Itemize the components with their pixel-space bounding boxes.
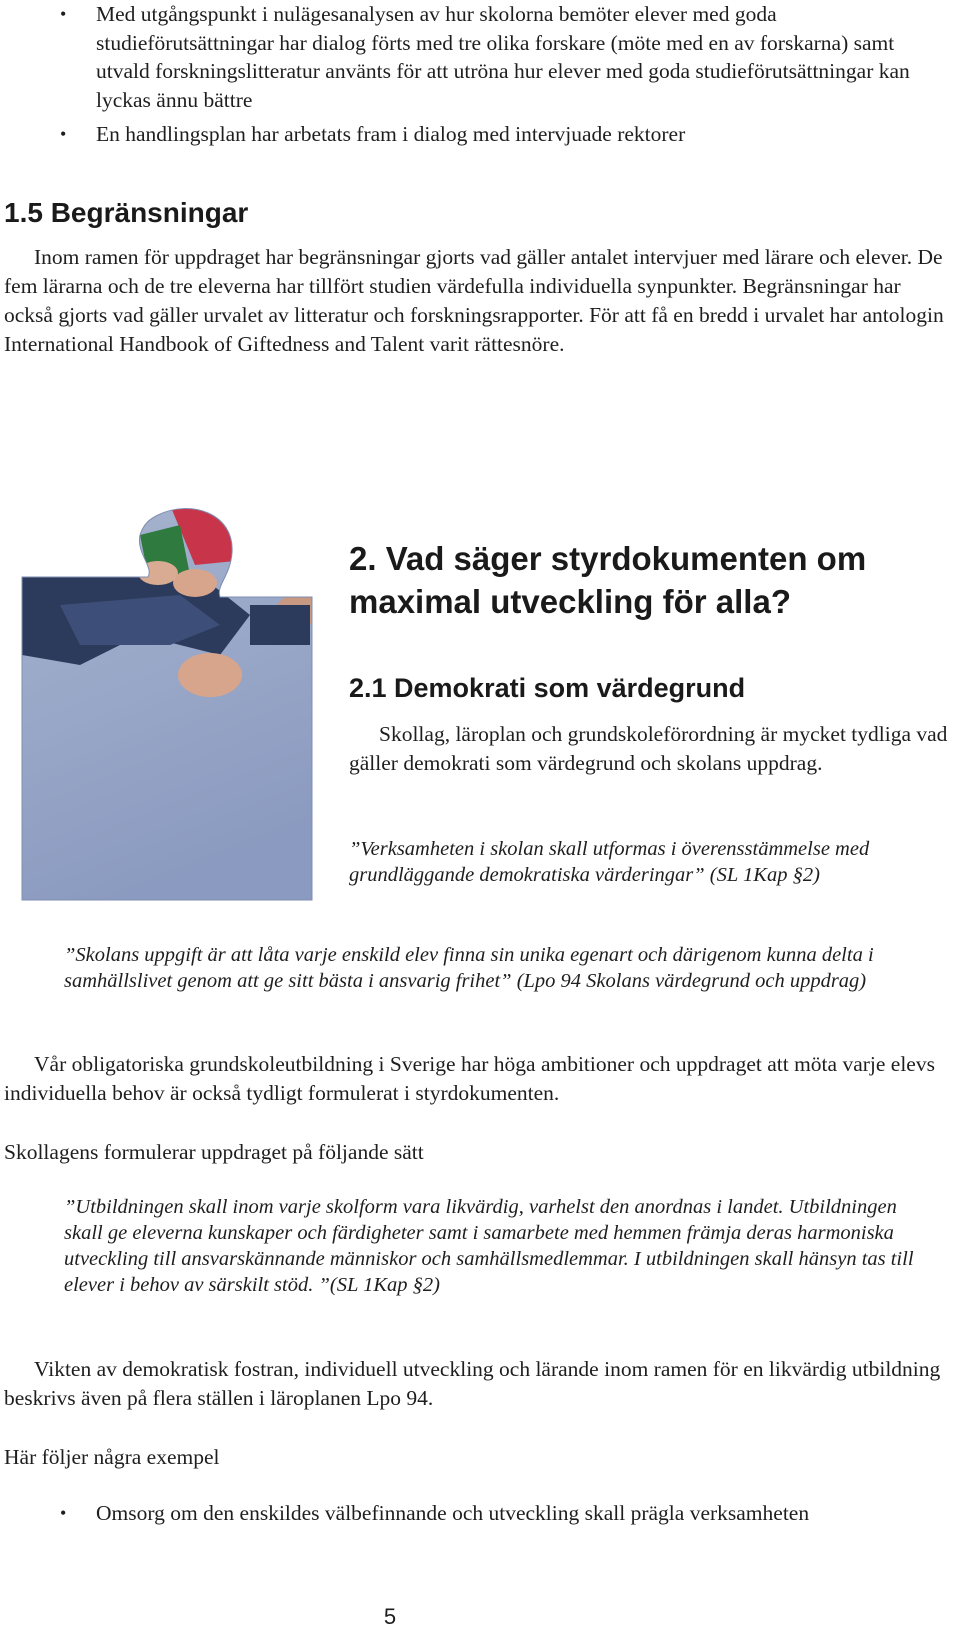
chapter-heading-line1: 2. Vad säger styrdokumenten om [349,540,867,577]
section-2-1-paragraph: Skollag, läroplan och grundskoleförordning är mycket tydliga vad gäller demokrati som värdegrund och skolans uppdrag. [349,722,948,775]
top-bullet-list [60,0,940,155]
chapter-heading-line2: maximal utveckling för alla? [349,583,791,620]
section-1-5-paragraph: Inom ramen för uppdraget har begränsningar gjorts vad gäller antalet intervjuer med lärare och elever. De fem lärarna och de tre eleverna har tillfört studien värdefulla individuella synpunkter. Begränsningar har också gjorts vad gäller urvalet av litteratur och forskningsrapporter. För att få en bredd i urvalet har antologin International Handbook of Giftedness and Talent varit rättesnöre. [4,245,944,356]
chapter-heading [349,537,949,623]
page-number: 5 [383,1604,397,1629]
quote-lpo94: ”Skolans uppgift är att låta varje enskild elev finna sin unika egenart och därigenom kunna delta i samhällslivet genom att ge sitt bästa i ansvarig frihet” (Lpo 94 Skolans värdegrund och uppdrag) [64,944,874,992]
paragraph-lpo94: Vikten av demokratisk fostran, individuell utveckling och lärande inom ramen för en likvärdig utbildning beskrivs även på flera ställen i läroplanen Lpo 94. [4,1357,941,1410]
section-heading-1-5: 1.5 Begränsningar [4,197,249,228]
paragraph-ambitions: Vår obligatoriska grundskoleutbildning i Sverige har höga ambitioner och uppdraget att möta varje elevs individuella behov är också tydligt formulerat i styrdokumenten. [4,1052,935,1105]
quote-sl-1kap: ”Verksamheten i skolan skall utformas i överensstämmelse med grundläggande demokratiska värderingar” (SL 1Kap §2) [349,838,870,886]
list-item: • En handlingsplan har arbetats fram i dialog med intervjuade rektorer [60,120,940,149]
quote-sl-likvardig: ”Utbildningen skall inom varje skolform vara likvärdig, varhelst den anordnas i landet. Utbildningen skall ge eleverna kunskaper och färdigheter samt i samarbete med hemmen främja deras harmoniska utveckling till ansvarskännande människor och samhällsmedlemmar. I utbildningen skall hänsyn tas till elever i behov av särskilt stöd. ”(SL 1Kap §2) [64,1196,914,1296]
paragraph-skollag-intro: Skollagens formulerar uppdraget på följande sätt [4,1140,424,1164]
bottom-bullet-list [60,1499,860,1534]
list-item: • Med utgångspunkt i nulägesanalysen av hur skolorna bemöter elever med goda studieförutsättningar har dialog förts med tre olika forskare (möte med en av forskarna) samt utvald forskningslitteratur använts för att utröna hur elever med goda studieförutsättningar kan lyckas ännu bättre [60,0,940,114]
puzzle-piece-illustration [20,505,320,905]
section-heading-2-1: 2.1 Demokrati som värdegrund [349,673,746,703]
paragraph-examples-intro: Här följer några exempel [4,1445,220,1469]
list-item: • Omsorg om den enskildes välbefinnande och utveckling skall prägla verksamheten [60,1499,860,1528]
